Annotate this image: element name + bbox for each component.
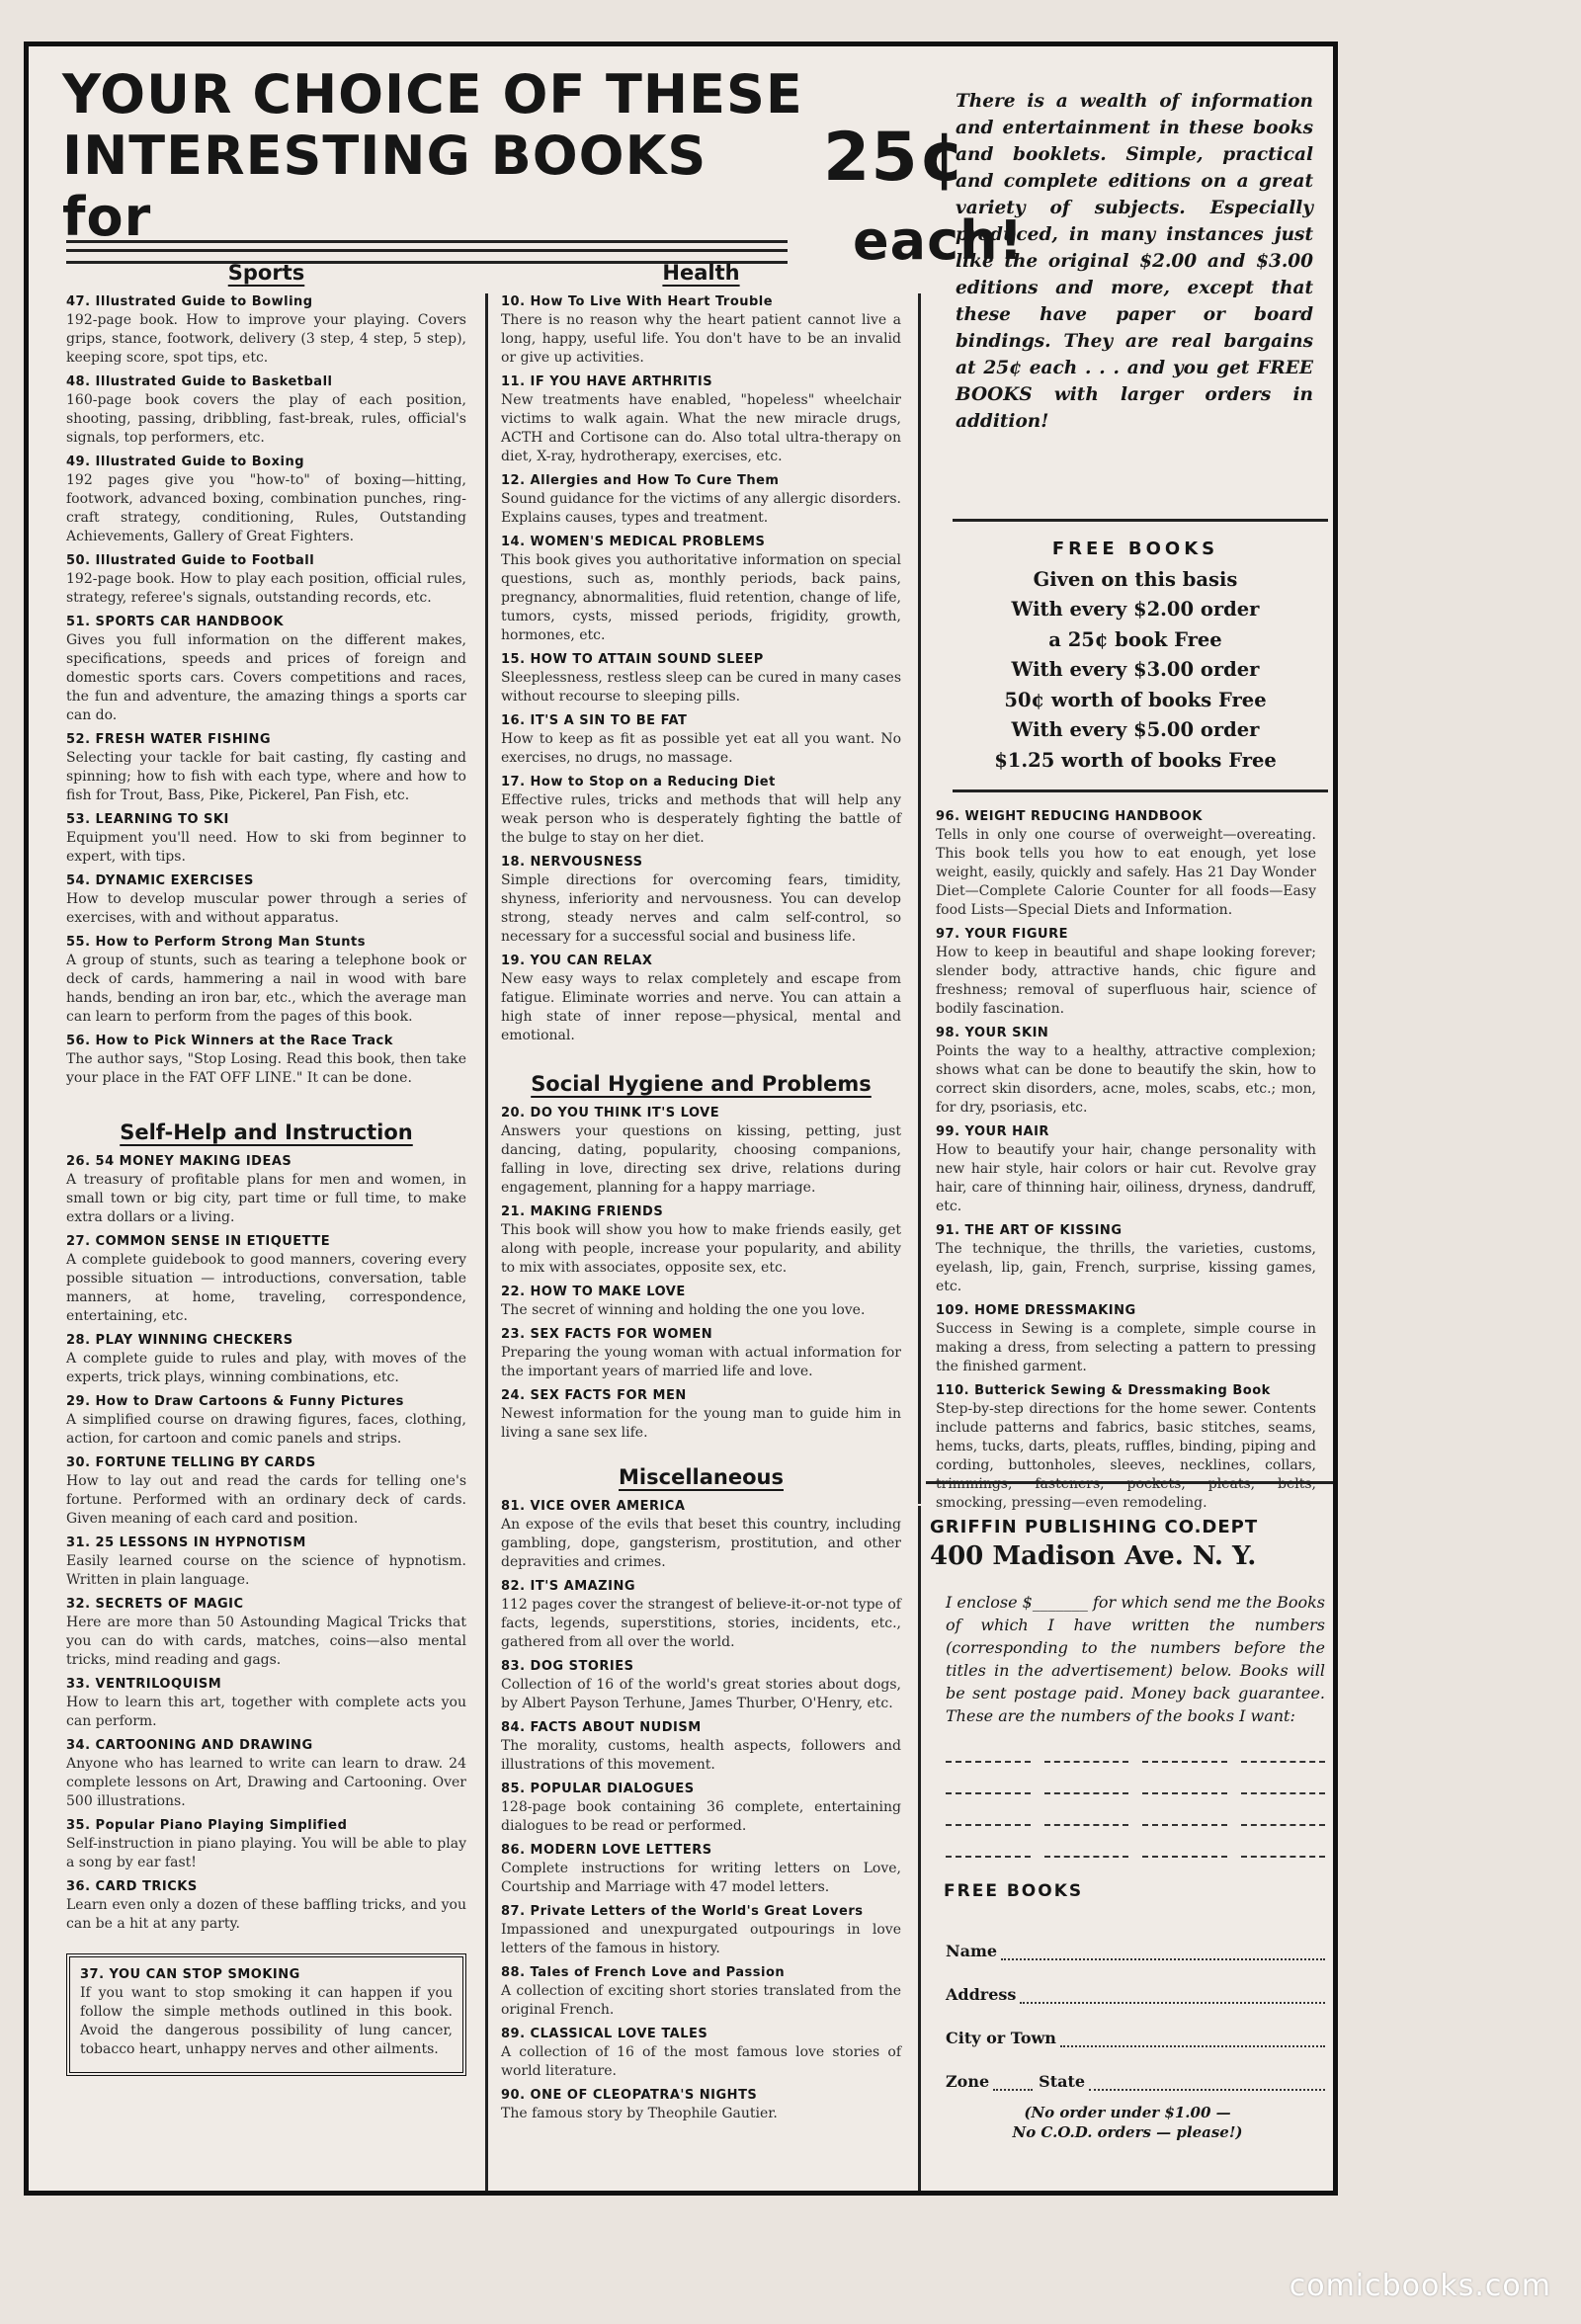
book-title: 49. Illustrated Guide to Boxing	[66, 455, 305, 469]
book-title: 88. Tales of French Love and Passion	[501, 1965, 786, 1980]
book-description: An expose of the evils that beset this country, including gambling, dope, gangsterism, prostitution, and other depravities and crimes.	[501, 1517, 901, 1570]
list-item	[66, 1152, 466, 1227]
address-field[interactable]	[946, 1960, 1325, 2004]
health-list	[501, 292, 901, 1045]
book-number-field[interactable]	[1044, 1755, 1129, 1763]
book-description: Tells in only one course of overweight—overeating. This book tells you how to eat enough, yet lose weight, easily, quickly and safely. Has 21 Day Wonder Diet—Complete Calorie Counter for all foods—Easy food Lists—Special Diets and Information.	[936, 827, 1316, 918]
book-title: 96. WEIGHT REDUCING HANDBOOK	[936, 809, 1203, 824]
list-item	[501, 1657, 901, 1713]
book-title: 14. WOMEN'S MEDICAL PROBLEMS	[501, 535, 766, 549]
book-title: 51. SPORTS CAR HANDBOOK	[66, 615, 285, 629]
book-title: 37. YOU CAN STOP SMOKING	[80, 1967, 300, 1982]
list-item	[501, 1325, 901, 1381]
book-title: 90. ONE OF CLEOPATRA'S NIGHTS	[501, 2088, 758, 2103]
book-description: How to learn this art, together with complete acts you can perform.	[66, 1695, 466, 1729]
list-item	[66, 1232, 466, 1326]
free-offer-line: 50¢ worth of books Free	[1004, 688, 1267, 711]
book-description: Sound guidance for the victims of any allergic disorders. Explains causes, types and treatment.	[501, 491, 901, 526]
book-title: 12. Allergies and How To Cure Them	[501, 473, 780, 488]
free-offer-line: With every $5.00 order	[1011, 718, 1260, 741]
free-offer-line: a 25¢ book Free	[1048, 627, 1222, 651]
book-title: 50. Illustrated Guide to Football	[66, 553, 315, 568]
book-title: 83. DOG STORIES	[501, 1659, 634, 1674]
book-title: 97. YOUR FIGURE	[936, 927, 1068, 942]
book-title: 27. COMMON SENSE IN ETIQUETTE	[66, 1234, 331, 1249]
book-description: Step-by-step directions for the home sewer. Contents include patterns and fabrics, basic stitches, seams, hems, tucks, darts, pleats, ruffles, binding, piping and cording, buttonholes, sleeves, necklines, collars, trimmings, fasteners, pockets, pleats, belts, smocking, pressing—even remodeling.	[936, 1401, 1316, 1511]
book-title: 30. FORTUNE TELLING BY CARDS	[66, 1455, 316, 1470]
book-description: Complete instructions for writing letters on Love, Courtship and Marriage with 47 model letters.	[501, 1861, 901, 1895]
list-item	[66, 1392, 466, 1449]
book-description: Collection of 16 of the world's great stories about dogs, by Albert Payson Terhune, James Thurber, O'Henry, etc.	[501, 1677, 901, 1711]
book-title: 85. POPULAR DIALOGUES	[501, 1782, 695, 1796]
free-books-offer	[948, 535, 1323, 776]
book-description: This book gives you authoritative information on special questions, such as, monthly periods, back pains, pregnancy, abnormalities, fluid retention, change of life, tumors, cysts, missed periods, frigidity, growth, hormones, etc.	[501, 552, 901, 643]
city-field[interactable]	[946, 2004, 1325, 2047]
book-number-field[interactable]	[946, 1850, 1031, 1858]
book-number-field[interactable]	[1044, 1786, 1129, 1794]
list-item	[501, 1386, 901, 1443]
book-description: Anyone who has learned to write can learn to draw. 24 complete lessons on Art, Drawing and Cartooning. Over 500 illustrations.	[66, 1756, 466, 1809]
list-item	[66, 373, 466, 448]
name-label: Name	[946, 1942, 998, 1960]
book-description: Self-instruction in piano playing. You will be able to play a song by ear fast!	[66, 1836, 466, 1870]
book-title: 29. How to Draw Cartoons & Funny Pictures	[66, 1394, 404, 1409]
list-item	[501, 1841, 901, 1897]
list-item	[501, 2086, 901, 2123]
book-title: 18. NERVOUSNESS	[501, 855, 643, 870]
list-item	[501, 1718, 901, 1775]
misc-list	[501, 1497, 901, 2123]
book-title: 91. THE ART OF KISSING	[936, 1223, 1123, 1238]
list-item	[501, 1902, 901, 1958]
book-description: Preparing the young woman with actual information for the important years of married life and love.	[501, 1345, 901, 1379]
book-description: Equipment you'll need. How to ski from beginner to expert, with tips.	[66, 830, 466, 865]
notice-line: No C.O.D. orders — please!)	[1012, 2123, 1243, 2141]
list-item	[66, 1453, 466, 1529]
book-number-field[interactable]	[1241, 1818, 1326, 1826]
book-description: Selecting your tackle for bait casting, fly casting and spinning; how to fish with each type, where and how to fish for Trout, Bass, Pike, Pickerel, Pan Fish, etc.	[66, 750, 466, 803]
book-description: A treasury of profitable plans for men and women, in small town or big city, part time or full time, to make extra dollars or a living.	[66, 1172, 466, 1225]
social-list	[501, 1104, 901, 1443]
book-description: 192-page book. How to play each position, official rules, strategy, referee's signals, outstanding records, etc.	[66, 571, 466, 606]
list-item	[66, 1534, 466, 1590]
book-description: 128-page book containing 36 complete, entertaining dialogues to be read or performed.	[501, 1799, 901, 1834]
book-description: 112 pages cover the strangest of believe-it-or-not type of facts, legends, superstitions, stories, incidents, etc., gathered from all over the world.	[501, 1597, 901, 1650]
address-fields	[930, 1917, 1325, 2091]
list-item	[936, 925, 1316, 1019]
book-description: 192 pages give you "how-to" of boxing—hitting, footwork, advanced boxing, combination punches, ring-craft strategy, conditioning, Rules, Outstanding Achievements, Gallery of Great Fighters.	[66, 472, 466, 544]
order-instructions: I enclose $_______ for which send me the Books of which I have written the numbers (corresponding to the numbers before the titles in the advertisement) below. Books will be sent postage paid. Money back guarantee. These are the numbers of the books I want:	[946, 1593, 1325, 1725]
list-item	[501, 471, 901, 528]
book-title: 26. 54 MONEY MAKING IDEAS	[66, 1154, 292, 1169]
book-description: Effective rules, tricks and methods that will help any weak person who is desperately fighting the battle of the bulge to stay on her diet.	[501, 792, 901, 846]
order-form-border	[918, 1506, 921, 2191]
list-item	[501, 773, 901, 848]
book-title: 31. 25 LESSONS IN HYPNOTISM	[66, 1536, 306, 1550]
list-item	[66, 1816, 466, 1872]
book-title: 53. LEARNING TO SKI	[66, 812, 229, 827]
book-title: 28. PLAY WINNING CHECKERS	[66, 1333, 293, 1348]
book-description: A complete guidebook to good manners, covering every possible situation — introductions, conversation, table manners, at home, traveling, correspondence, entertaining, etc.	[66, 1252, 466, 1324]
list-item	[66, 292, 466, 368]
book-title: 54. DYNAMIC EXERCISES	[66, 873, 254, 888]
headline-price: 25¢	[823, 119, 966, 197]
book-description: New treatments have enabled, "hopeless" wheelchair victims to walk again. What the new miracle drugs, ACTH and Cortisone can do. Also total ultra-therapy on diet, X-ray, hydrotherapy, exercises, etc.	[501, 392, 901, 464]
book-description: How to develop muscular power through a series of exercises, with and without apparatus.	[66, 891, 466, 926]
list-item	[66, 872, 466, 928]
book-description: The morality, customs, health aspects, followers and illustrations of this movement.	[501, 1738, 901, 1773]
stop-smoking-box	[66, 1953, 466, 2076]
book-title: 21. MAKING FRIENDS	[501, 1204, 664, 1219]
list-item	[66, 810, 466, 867]
list-item	[66, 1675, 466, 1731]
list-item	[501, 1203, 901, 1278]
book-description: How to beautify your hair, change personality with new hair style, hair colors or hair cut. Revolve gray hair, care of thinning hair, oiliness, dryness, dandruff, etc.	[936, 1142, 1316, 1214]
book-title: 24. SEX FACTS FOR MEN	[501, 1388, 687, 1403]
book-title: 84. FACTS ABOUT NUDISM	[501, 1720, 702, 1735]
book-title: 52. FRESH WATER FISHING	[66, 732, 272, 747]
book-number-field[interactable]	[1241, 1786, 1326, 1794]
column-middle	[501, 261, 901, 2128]
headline-each: each!	[853, 209, 1025, 272]
list-item	[501, 533, 901, 645]
list-item	[66, 1032, 466, 1088]
book-description: Learn even only a dozen of these baffling tricks, and you can be a hit at any party.	[66, 1897, 466, 1932]
list-item	[501, 952, 901, 1045]
book-description: Newest information for the young man to guide him in living a sane sex life.	[501, 1406, 901, 1441]
list-item	[936, 1301, 1316, 1376]
book-title: 110. Butterick Sewing & Dressmaking Book	[936, 1383, 1271, 1398]
company-address: 400 Madison Ave. N. Y.	[930, 1541, 1257, 1571]
book-description: How to keep as fit as possible yet eat all you want. No exercises, no drugs, no massage.	[501, 731, 901, 766]
book-title: 82. IT'S AMAZING	[501, 1579, 636, 1594]
list-item	[936, 1381, 1316, 1513]
book-description: Here are more than 50 Astounding Magical Tricks that you can do with cards, matches, coins—also mental tricks, mind reading and gags.	[66, 1615, 466, 1668]
company-name: GRIFFIN PUBLISHING CO.DEPT	[930, 1517, 1259, 1537]
book-number-field[interactable]	[1142, 1818, 1227, 1826]
list-item	[501, 1963, 901, 2020]
book-title: 34. CARTOONING AND DRAWING	[66, 1738, 313, 1753]
book-title: 20. DO YOU THINK IT'S LOVE	[501, 1106, 720, 1120]
sports-list	[66, 292, 466, 1088]
book-title: 32. SECRETS OF MAGIC	[66, 1597, 244, 1612]
free-offer-line: With every $2.00 order	[1011, 598, 1260, 621]
book-title: 36. CARD TRICKS	[66, 1879, 198, 1894]
column-left	[66, 261, 466, 2076]
list-item	[501, 1780, 901, 1836]
book-title: 89. CLASSICAL LOVE TALES	[501, 2027, 708, 2041]
free-offer-line: With every $3.00 order	[1011, 658, 1260, 681]
divider	[953, 519, 1328, 522]
book-description: 192-page book. How to improve your playing. Covers grips, stance, footwork, delivery (3 step, 4 step, 5 step), keeping score, spot tips, etc.	[66, 312, 466, 366]
list-item	[66, 453, 466, 546]
book-number-field[interactable]	[946, 1818, 1031, 1826]
book-description: The technique, the thrills, the varieties, customs, eyelash, lip, gain, French, surprise, kissing games, etc.	[936, 1241, 1316, 1294]
book-description: A simplified course on drawing figures, faces, clothing, action, for cartoon and comic panels and strips.	[66, 1412, 466, 1447]
intro-text: There is a wealth of information and entertainment in these books and booklets. Simple, practical and complete editions on a great variety of subjects. Especially produced, in many instances just like the original $2.00 and $3.00 editions and more, except that these have paper or board bindings. They are real bargains at 25¢ each . . . and you get FREE BOOKS with larger orders in addition!	[956, 91, 1313, 432]
column-divider	[485, 293, 488, 2191]
book-title: 10. How To Live With Heart Trouble	[501, 294, 774, 309]
book-description: How to lay out and read the cards for telling one's fortune. Performed with an ordinary deck of cards. Given meaning of each card and position.	[66, 1473, 466, 1527]
book-description: This book will show you how to make friends easily, get along with people, increase your popularity, and ability to mix with associates, opposite sex, etc.	[501, 1222, 901, 1276]
book-description: Sleeplessness, restless sleep can be cured in many cases without recourse to sleeping pills.	[501, 670, 901, 705]
book-number-blanks	[930, 1755, 1325, 1858]
book-description: The secret of winning and holding the one you love.	[501, 1302, 866, 1318]
book-description: Easily learned course on the science of hypnotism. Written in plain language.	[66, 1553, 466, 1588]
name-field[interactable]	[946, 1917, 1325, 1960]
book-description: Success in Sewing is a complete, simple course in making a dress, from selecting a pattern to pressing the finished garment.	[936, 1321, 1316, 1374]
divider	[953, 789, 1328, 792]
book-title: 99. YOUR HAIR	[936, 1124, 1049, 1139]
list-item	[501, 1497, 901, 1572]
book-number-field[interactable]	[1142, 1786, 1227, 1794]
book-description: A group of stunts, such as tearing a telephone book or deck of cards, hammering a nail in wood with bare hands, bending an iron bar, etc., which the average man can learn to perform from the pages of this book.	[66, 953, 466, 1025]
section-title-self-help: Self-Help and Instruction	[120, 1120, 413, 1144]
list-item	[66, 933, 466, 1027]
watermark: comicbooks.com	[1289, 2269, 1551, 2303]
list-item	[66, 1331, 466, 1387]
headline-line-1: YOUR CHOICE OF THESE	[62, 63, 803, 125]
book-title: 48. Illustrated Guide to Basketball	[66, 374, 333, 389]
list-item	[66, 1595, 466, 1670]
free-books-label: FREE BOOKS	[944, 1881, 1084, 1901]
order-form	[930, 1517, 1325, 2142]
section-title-health: Health	[662, 261, 740, 285]
list-item	[66, 551, 466, 608]
book-description: The author says, "Stop Losing. Read this book, then take your place in the FAT OFF LINE." It can be done.	[66, 1051, 466, 1086]
list-item	[936, 1221, 1316, 1296]
list-item	[66, 1877, 466, 1934]
section-title-social: Social Hygiene and Problems	[531, 1072, 872, 1096]
book-title: 33. VENTRILOQUISM	[66, 1677, 222, 1692]
book-title: 55. How to Perform Strong Man Stunts	[66, 935, 366, 950]
column-divider	[918, 293, 921, 1504]
zone-state-field[interactable]	[946, 2047, 1325, 2091]
divider	[926, 1481, 1333, 1484]
book-title: 87. Private Letters of the World's Great Lovers	[501, 1904, 864, 1919]
book-number-field[interactable]	[1142, 1850, 1227, 1858]
list-item	[501, 1577, 901, 1652]
book-title: 16. IT'S A SIN TO BE FAT	[501, 713, 688, 728]
book-description: New easy ways to relax completely and escape from fatigue. Eliminate worries and nerve. You can attain a high state of inner repose—physical, mental and emotional.	[501, 971, 901, 1043]
book-description: How to keep in beautiful and shape looking forever; slender body, attractive hands, chic figure and freshness; removal of superfluous hair, science of bodily fascination.	[936, 945, 1316, 1017]
list-item	[501, 853, 901, 947]
book-title: 56. How to Pick Winners at the Race Track	[66, 1034, 393, 1048]
list-item	[936, 807, 1316, 920]
list-item	[501, 1104, 901, 1198]
book-title: 15. HOW TO ATTAIN SOUND SLEEP	[501, 652, 764, 667]
list-item	[66, 613, 466, 725]
free-books-heading: FREE BOOKS	[1051, 539, 1219, 559]
book-number-field[interactable]	[946, 1786, 1031, 1794]
book-title: 17. How to Stop on a Reducing Diet	[501, 775, 776, 789]
free-offer-line: $1.25 worth of books Free	[994, 748, 1277, 772]
book-description: A collection of exciting short stories translated from the original French.	[501, 1983, 901, 2018]
order-notice	[930, 2103, 1325, 2142]
advertisement-page	[24, 42, 1338, 2196]
book-description: Answers your questions on kissing, petting, just dancing, dating, popularity, choosing companions, falling in love, directing sex drive, relations during engagement, planning for a happy marriage.	[501, 1123, 901, 1196]
list-item	[936, 1122, 1316, 1216]
book-title: 19. YOU CAN RELAX	[501, 954, 653, 968]
list-item	[501, 2025, 901, 2081]
address-label: Address	[946, 1985, 1017, 2004]
book-description: Impassioned and unexpurgated outpourings in love letters of the famous in history.	[501, 1922, 901, 1956]
book-title: 23. SEX FACTS FOR WOMEN	[501, 1327, 713, 1342]
zone-label: Zone	[946, 2072, 990, 2091]
book-title: 22. HOW TO MAKE LOVE	[501, 1285, 686, 1299]
book-number-field[interactable]	[1044, 1850, 1129, 1858]
book-title: 109. HOME DRESSMAKING	[936, 1303, 1136, 1318]
headline-line-2: INTERESTING BOOKS for	[62, 124, 707, 248]
self-help-list	[66, 1152, 466, 1934]
list-item	[501, 373, 901, 466]
list-item	[80, 1965, 453, 2059]
book-number-field[interactable]	[1142, 1755, 1227, 1763]
book-description: A complete guide to rules and play, with moves of the experts, trick plays, winning combinations, etc.	[66, 1351, 466, 1385]
book-description: Gives you full information on the different makes, specifications, speeds and prices of foreign and domestic sports cars. Covers competitions and races, the fun and adventure, the amazing things a sports car can do.	[66, 632, 466, 723]
book-title: 98. YOUR SKIN	[936, 1026, 1049, 1040]
list-item	[936, 1024, 1316, 1118]
list-item	[501, 1283, 901, 1320]
book-description: 160-page book covers the play of each position, shooting, passing, dribbling, fast-break, rules, official's signals, top performers, etc.	[66, 392, 466, 446]
book-description: A collection of 16 of the most famous love stories of world literature.	[501, 2044, 901, 2079]
section-title-misc: Miscellaneous	[619, 1465, 784, 1489]
book-title: 86. MODERN LOVE LETTERS	[501, 1843, 712, 1858]
book-number-field[interactable]	[1044, 1818, 1129, 1826]
list-item	[501, 292, 901, 368]
book-number-field[interactable]	[1241, 1755, 1326, 1763]
free-books-basis: Given on this basis	[1033, 567, 1238, 591]
headline	[62, 63, 1025, 272]
book-description: If you want to stop smoking it can happen if you follow the simple methods outlined in this book. Avoid the dangerous possibility of lung cancer, tobacco heart, unhappy nerves and other ailments.	[80, 1985, 453, 2057]
column-right	[936, 807, 1316, 1518]
book-title: 47. Illustrated Guide to Bowling	[66, 294, 313, 309]
book-description: There is no reason why the heart patient cannot live a long, happy, useful life. You don't have to be an invalid or give up activities.	[501, 312, 901, 366]
notice-line: (No order under $1.00 —	[1024, 2104, 1231, 2121]
beauty-list	[936, 807, 1316, 1513]
book-description: Points the way to a healthy, attractive complexion; shows what can be done to beautify the skin, how to correct skin disorders, acne, moles, scabs, etc.; mon, for dry, psoriasis, etc.	[936, 1043, 1316, 1116]
book-description: Simple directions for overcoming fears, timidity, shyness, inferiority and nervousness. You can develop strong, steady nerves and calm self-control, so necessary for a successful social and business life.	[501, 872, 901, 945]
book-title: 81. VICE OVER AMERICA	[501, 1499, 686, 1514]
book-title: 11. IF YOU HAVE ARTHRITIS	[501, 374, 713, 389]
book-number-field[interactable]	[1241, 1850, 1326, 1858]
city-label: City or Town	[946, 2029, 1056, 2047]
book-description: The famous story by Theophile Gautier.	[501, 2106, 778, 2121]
list-item	[501, 711, 901, 768]
book-title: 35. Popular Piano Playing Simplified	[66, 1818, 348, 1833]
section-title-sports: Sports	[227, 261, 305, 285]
list-item	[66, 1736, 466, 1811]
state-label: State	[1039, 2072, 1086, 2091]
list-item	[501, 650, 901, 706]
list-item	[66, 730, 466, 805]
book-number-field[interactable]	[946, 1755, 1031, 1763]
